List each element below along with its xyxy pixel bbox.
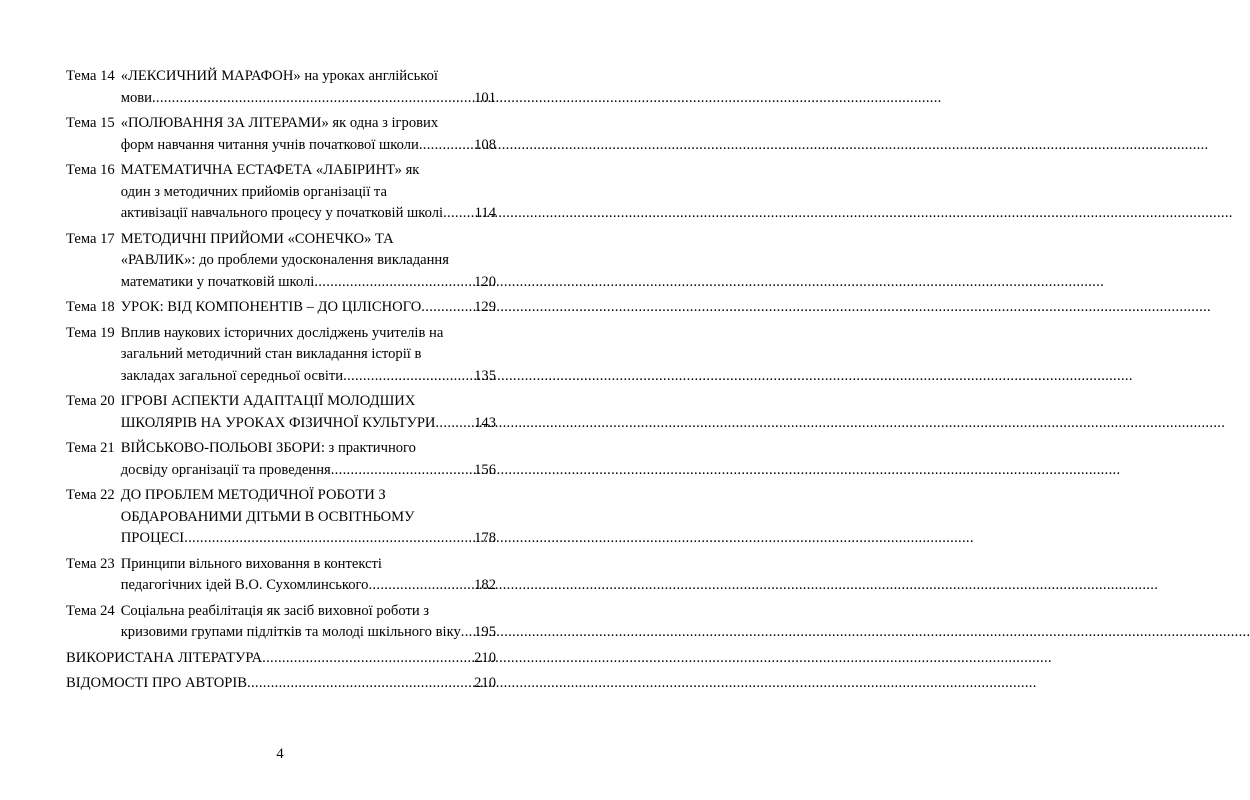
toc-entry-page: 182 — [474, 577, 496, 593]
toc-entry-label: Тема 17 — [66, 230, 115, 247]
toc-entry-line — [121, 575, 496, 597]
dot-leader — [262, 648, 473, 670]
toc-entry-body — [121, 113, 496, 156]
dot-leader — [435, 413, 473, 435]
toc-entry-line — [121, 272, 496, 294]
toc-entry-line — [121, 229, 496, 251]
toc-entry-body — [121, 297, 496, 319]
dot-leader — [184, 528, 473, 550]
dot-leader — [368, 575, 473, 597]
toc-entry-line — [121, 135, 496, 157]
toc-entry-line — [121, 113, 496, 135]
toc-entry-line — [121, 528, 496, 550]
toc-entry-title: закладах загальної середньої освіти — [120, 367, 344, 384]
toc-entry-page: 114 — [474, 205, 496, 221]
toc-entry-title: «ЛЕКСИЧНИЙ МАРАФОН» на уроках англійської — [120, 68, 438, 84]
toc-entry-page: 195 — [474, 624, 496, 640]
toc-entry-title: ВІЙСЬКОВО-ПОЛЬОВІ ЗБОРИ: з практичного — [120, 440, 416, 456]
toc-entry-line — [121, 182, 496, 204]
toc-entry — [66, 391, 496, 434]
toc-entry-label: Тема 18 — [66, 299, 115, 315]
toc-entry-title: математики у початковій школі — [120, 273, 315, 290]
toc-entry — [66, 229, 496, 294]
toc-entry-title: мови — [120, 89, 152, 106]
toc-entry-title: ВІДОМОСТІ ПРО АВТОРІВ — [66, 675, 248, 691]
toc-entry-body — [121, 323, 496, 388]
toc-entry-title: активізації навчального процесу у початковій школі — [120, 205, 444, 221]
toc-entry-title: МЕТОДИЧНІ ПРИЙОМИ «СОНЕЧКО» ТА — [120, 230, 394, 247]
dot-leader — [419, 135, 473, 157]
toc-entry-page: 108 — [474, 136, 496, 153]
toc-entry — [66, 160, 496, 225]
page-number: 4 — [276, 746, 284, 762]
dot-leader — [443, 203, 474, 225]
toc-entry-line — [121, 323, 496, 345]
toc-entry-title: ПРОЦЕСІ — [120, 530, 185, 546]
toc-entry-page: 178 — [474, 530, 496, 546]
toc-entry-page: 120 — [474, 273, 496, 290]
toc-entry — [66, 438, 496, 481]
toc-entry-line — [121, 297, 496, 319]
toc-entry-title: ШКОЛЯРІВ НА УРОКАХ ФІЗИЧНОЇ КУЛЬТУРИ — [120, 414, 436, 431]
toc-entry-title: ОБДАРОВАНИМИ ДІТЬМИ В ОСВІТНЬОМУ — [120, 508, 415, 525]
toc-entry-line — [121, 366, 496, 388]
dot-leader — [331, 460, 473, 482]
dot-leader — [314, 272, 473, 294]
toc-entry-line — [121, 344, 496, 366]
toc-entry-label: Тема 16 — [66, 162, 115, 178]
toc-entry-label: Тема 21 — [66, 440, 115, 456]
dot-leader — [343, 366, 473, 388]
toc-entry-line — [121, 66, 496, 88]
toc-entry-page: 135 — [474, 367, 496, 384]
toc-entry-title: форм навчання читання учнів початкової школи — [120, 136, 419, 153]
toc-entry-line — [121, 601, 496, 623]
toc-entry-body — [121, 601, 496, 644]
toc-entry-body — [121, 229, 496, 294]
toc-entry-body — [121, 554, 496, 597]
dot-leader — [421, 297, 473, 319]
toc-entry-title: ДО ПРОБЛЕМ МЕТОДИЧНОЇ РОБОТИ З — [120, 487, 386, 503]
toc-entry-title: Вплив наукових історичних досліджень учителів на — [120, 324, 444, 341]
toc-entry-body — [121, 485, 496, 550]
toc-entry-line — [121, 554, 496, 576]
toc-entry-title: педагогічних ідей В.О. Сухомлинського — [120, 577, 369, 593]
table-of-contents — [66, 66, 496, 699]
toc-entry — [66, 673, 496, 695]
toc-entry-label: Тема 19 — [66, 324, 115, 341]
toc-entry-label: Тема 23 — [66, 555, 115, 572]
toc-entry-body — [121, 391, 496, 434]
toc-entry-title: МАТЕМАТИЧНА ЕСТАФЕТА «ЛАБІРИНТ» як — [120, 162, 420, 178]
toc-entry — [66, 323, 496, 388]
toc-entry-title: ІГРОВІ АСПЕКТИ АДАПТАЦІЇ МОЛОДШИХ — [120, 393, 416, 409]
toc-entry — [66, 66, 496, 109]
toc-entry-body — [66, 673, 496, 695]
toc-entry-label: Тема 14 — [66, 68, 115, 84]
toc-entry-line — [121, 160, 496, 182]
dot-leader — [247, 673, 473, 695]
toc-entry-label: Тема 24 — [66, 602, 115, 619]
toc-entry-page: 129 — [474, 299, 496, 315]
toc-entry-line — [121, 460, 496, 482]
toc-entry-line — [121, 413, 496, 435]
toc-entry-title: кризовими групами підлітків та молоді шкільного віку — [120, 624, 461, 640]
toc-entry-title: Принципи вільного виховання в контексті — [120, 555, 382, 572]
toc-entry-line — [66, 648, 496, 670]
toc-entry — [66, 485, 496, 550]
toc-entry-title: ВИКОРИСТАНА ЛІТЕРАТУРА — [66, 649, 263, 666]
toc-entry-page: 210 — [474, 649, 496, 666]
toc-entry-line — [121, 438, 496, 460]
toc-entry-line — [121, 485, 496, 507]
toc-entry-body — [66, 648, 496, 670]
toc-entry-label: Тема 15 — [66, 115, 115, 131]
toc-entry-label: Тема 22 — [66, 487, 115, 503]
toc-entry — [66, 113, 496, 156]
toc-entry-body — [121, 66, 496, 109]
toc-entry-title: Соціальна реабілітація як засіб виховної роботи з — [120, 602, 430, 619]
toc-entry-page: 210 — [474, 675, 496, 691]
toc-entry-line — [66, 673, 496, 695]
toc-entry — [66, 601, 496, 644]
toc-entry-body — [121, 160, 496, 225]
toc-entry-title: УРОК: ВІД КОМПОНЕНТІВ – ДО ЦІЛІСНОГО — [120, 299, 422, 315]
toc-entry-page: 143 — [474, 414, 496, 431]
toc-entry-title: «ПОЛЮВАННЯ ЗА ЛІТЕРАМИ» як одна з ігрових — [120, 115, 439, 131]
toc-entry-label: Тема 20 — [66, 393, 115, 409]
toc-entry-page: 101 — [474, 89, 496, 106]
toc-entry-title: загальний методичний стан викладання історії в — [120, 346, 422, 362]
toc-entry — [66, 554, 496, 597]
toc-entry-title: «РАВЛИК»: до проблеми удосконалення викладання — [120, 252, 449, 268]
toc-entry — [66, 648, 496, 670]
toc-entry-page: 156 — [474, 461, 496, 478]
toc-entry-line — [121, 391, 496, 413]
toc-entry-line — [121, 88, 496, 110]
toc-entry — [66, 297, 496, 319]
toc-entry-line — [121, 203, 496, 225]
toc-entry-line — [121, 622, 496, 644]
toc-entry-body — [121, 438, 496, 481]
toc-entry-title: досвіду організації та проведення — [120, 461, 331, 478]
toc-entry-line — [121, 507, 496, 529]
toc-entry-line — [121, 250, 496, 272]
toc-entry-title: один з методичних прийомів організації та — [120, 183, 387, 200]
dot-leader — [152, 88, 473, 110]
dot-leader — [461, 622, 473, 644]
